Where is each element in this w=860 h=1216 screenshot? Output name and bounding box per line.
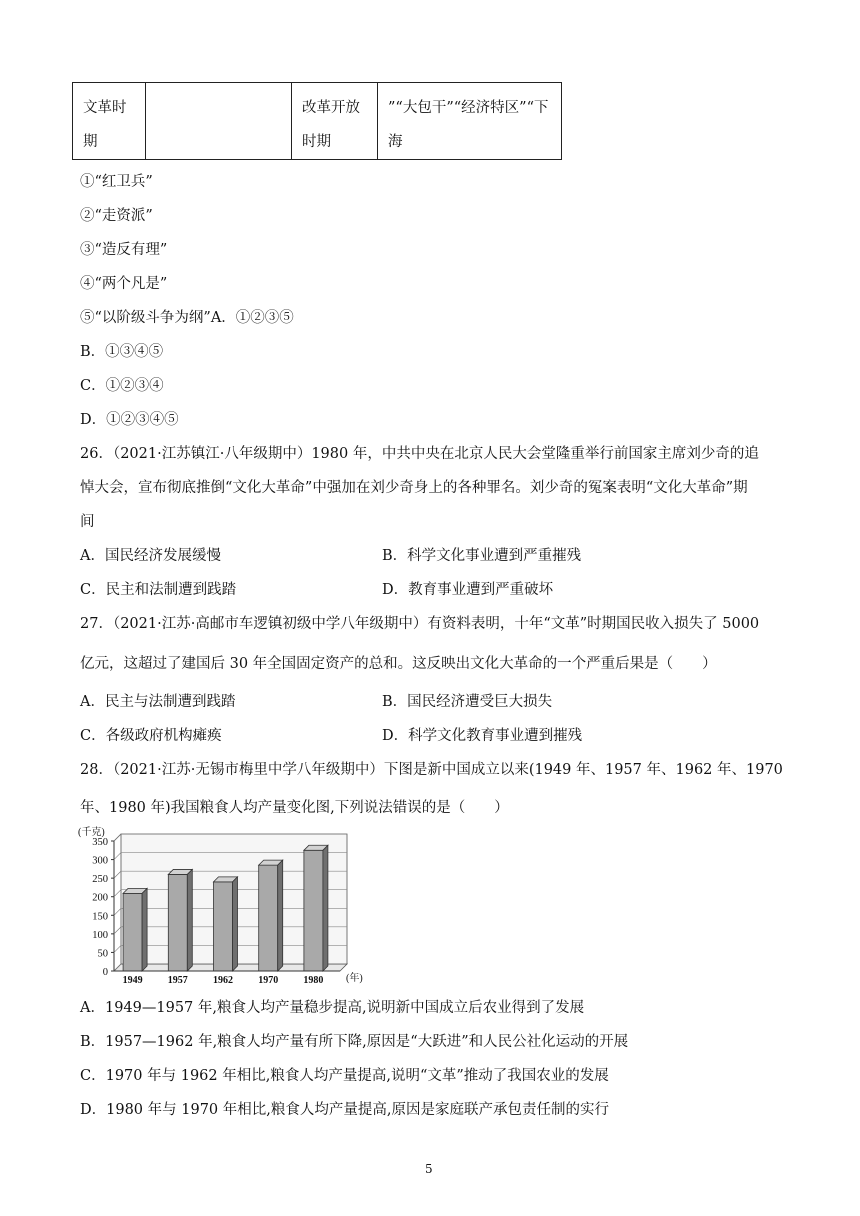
q25-option-b: B．①③④⑤ bbox=[80, 344, 164, 360]
x-tick-label: 1949 bbox=[122, 975, 143, 986]
y-tick-label: 300 bbox=[92, 855, 108, 867]
bar-side-1970 bbox=[278, 860, 283, 971]
y-tick-label: 0 bbox=[102, 967, 108, 978]
q25-option-c: C．①②③④ bbox=[80, 378, 164, 394]
bar-1970 bbox=[259, 865, 278, 971]
cell-text: 时期 bbox=[302, 134, 331, 150]
q27-option-c: C．各级政府机构瘫痪 bbox=[80, 728, 222, 744]
cell-text: 改革开放 bbox=[302, 100, 360, 116]
era-table bbox=[72, 82, 562, 160]
grid-diagonal bbox=[114, 834, 121, 841]
q28-option-c: C．1970 年与 1962 年相比,粮食人均产量提高,说明“文革”推动了我国农业的发展 bbox=[80, 1068, 609, 1084]
grid-diagonal bbox=[114, 871, 121, 878]
q26-stem-line-3: 间 bbox=[80, 514, 95, 530]
q26-stem-line-2: 悼大会，宣布彻底推倒“文化大革命”中强加在刘少奇身上的各种罪名。刘少奇的冤案表明“文化大革命”期 bbox=[80, 480, 748, 496]
y-tick-label: 100 bbox=[92, 929, 108, 941]
q27-option-d: D．科学文化教育事业遭到摧残 bbox=[382, 728, 583, 744]
q26-stem-line-1: 26．（2021·江苏镇江·八年级期中）1980 年，中共中央在北京人民大会堂隆重举行前国家主席刘少奇的追 bbox=[80, 446, 759, 462]
q26-option-d: D．教育事业遭到严重破坏 bbox=[382, 582, 554, 598]
y-tick-label: 250 bbox=[92, 874, 108, 886]
grid-diagonal bbox=[114, 853, 121, 860]
cell-text: 海 bbox=[388, 134, 403, 150]
q27-option-b: B．国民经济遭受巨大损失 bbox=[382, 694, 553, 710]
bar-side-1949 bbox=[142, 888, 147, 971]
q28-stem-line-2: 年、1980 年)我国粮食人均产量变化图,下列说法错误的是（ ） bbox=[80, 800, 509, 816]
bar-side-1980 bbox=[323, 845, 328, 971]
q26-option-c: C．民主和法制遭到践踏 bbox=[80, 582, 237, 598]
x-unit-label: (年) bbox=[346, 973, 363, 984]
table-cell-era-label bbox=[73, 83, 146, 160]
q25-item-5-option-a: ⑤“以阶级斗争为纲”A．①②③⑤ bbox=[80, 310, 294, 326]
bar-1957 bbox=[168, 874, 187, 971]
x-tick-label: 1970 bbox=[258, 975, 279, 986]
q26-option-a: A．国民经济发展缓慢 bbox=[80, 548, 221, 564]
grid-diagonal bbox=[114, 927, 121, 934]
q28-option-a: A．1949—1957 年,粮食人均产量稳步提高,说明新中国成立后农业得到了发展 bbox=[80, 1000, 585, 1016]
page-number: 5 bbox=[425, 1162, 433, 1176]
q26-option-b: B．科学文化事业遭到严重摧残 bbox=[382, 548, 582, 564]
q25-option-d: D．①②③④⑤ bbox=[80, 412, 179, 428]
q28-option-b: B．1957—1962 年,粮食人均产量有所下降,原因是“大跃进”和人民公社化运动的开展 bbox=[80, 1034, 629, 1050]
cell-text: 文革时 bbox=[83, 100, 127, 116]
q25-item-2: ②“走资派” bbox=[80, 208, 153, 224]
bar-side-1957 bbox=[187, 869, 192, 971]
y-tick-label: 150 bbox=[92, 911, 108, 923]
q25-item-1: ①“红卫兵” bbox=[80, 174, 153, 190]
x-tick-label: 1980 bbox=[303, 975, 324, 986]
x-tick-label: 1962 bbox=[213, 975, 233, 986]
table-cell-reform-label bbox=[292, 83, 378, 160]
q28-stem-line-1: 28．（2021·江苏·无锡市梅里中学八年级期中）下图是新中国成立以来(1949 年、1957 年、1962 年、1970 bbox=[80, 762, 783, 778]
q25-item-4: ④“两个凡是” bbox=[80, 276, 168, 292]
q27-option-a: A．民主与法制遭到践踏 bbox=[80, 694, 236, 710]
q27-stem-line-1: 27．（2021·江苏·高邮市车逻镇初级中学八年级期中）有资料表明，十年“文革”时期国民收入损失了 5000 bbox=[80, 616, 760, 632]
q27-stem-line-2: 亿元，这超过了建国后 30 年全国固定资产的总和。这反映出文化大革命的一个严重后果是（ ） bbox=[80, 656, 717, 672]
x-tick-label: 1957 bbox=[167, 975, 188, 986]
y-tick-label: 50 bbox=[97, 948, 108, 960]
y-tick-label: 200 bbox=[92, 892, 108, 904]
y-tick-label: 350 bbox=[92, 837, 108, 848]
grid-diagonal bbox=[114, 908, 121, 915]
grid-diagonal bbox=[114, 890, 121, 897]
cell-text: ”“大包干”“经济特区”“下 bbox=[388, 100, 549, 116]
grid-diagonal bbox=[114, 945, 121, 952]
q25-item-3: ③“造反有理” bbox=[80, 242, 168, 258]
table-cell-blank bbox=[146, 83, 292, 160]
bar-1949 bbox=[123, 893, 142, 971]
y-unit-label: (千克) bbox=[78, 827, 105, 838]
bar-1962 bbox=[214, 882, 233, 971]
q28-option-d: D．1980 年与 1970 年相比,粮食人均产量提高,原因是家庭联产承包责任制的实行 bbox=[80, 1102, 609, 1118]
grain-per-capita-bar-chart bbox=[76, 826, 366, 986]
table-cell-reform-terms bbox=[378, 83, 562, 160]
bar-1980 bbox=[304, 850, 323, 971]
bar-side-1962 bbox=[233, 877, 238, 971]
cell-text: 期 bbox=[83, 134, 98, 150]
